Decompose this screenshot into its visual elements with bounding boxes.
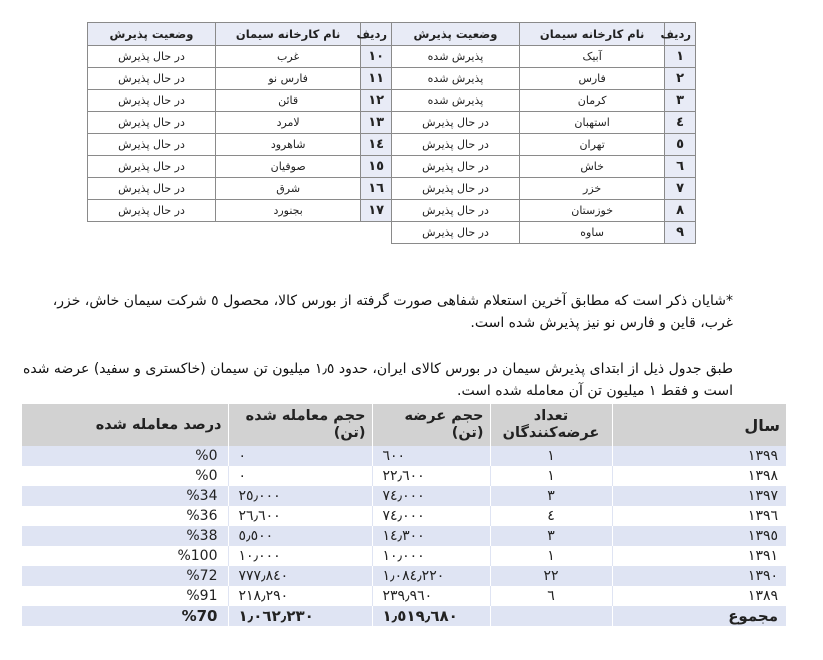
year-cell: ۱۳۹۹ [612,446,786,466]
table-row [22,506,786,526]
percent-cell: %0 [22,466,228,486]
factory-name: فارس نو [215,68,360,90]
header-offered-volume: حجم عرضه (تن) [372,404,490,446]
empty-cell [215,222,360,244]
status-cell: در حال پذیرش [88,90,216,112]
traded-cell: ۲۱۸٫۲۹۰ [228,586,372,606]
year-cell: ۱۳۹٦ [612,506,786,526]
table-row [22,566,786,586]
status-cell: در حال پذیرش [88,68,216,90]
suppliers-cell: ٦ [490,586,612,606]
total-label: مجموع [612,606,786,626]
traded-cell: ۰ [228,446,372,466]
table-row [88,200,696,222]
factory-name: ساوه [519,222,664,244]
traded-cell: ۱۰٫۰۰۰ [228,546,372,566]
traded-cell: ۲٦٫٦۰۰ [228,506,372,526]
row-number: ۱۷ [361,200,392,222]
suppliers-cell: ٤ [490,506,612,526]
suppliers-cell: ۳ [490,526,612,546]
total-traded-cell: ۱٫۰٦۲٫۲۳۰ [228,606,372,626]
factory-name: خزر [519,178,664,200]
factory-name: خاش [519,156,664,178]
table-row [88,112,696,134]
suppliers-cell: ۱ [490,446,612,466]
header-factory-name: نام کارخانه سیمان [215,23,360,46]
status-cell: در حال پذیرش [392,222,520,244]
total-offered-cell: ۱٫٥۱۹٫٦۸۰ [372,606,490,626]
offered-cell: ۱٫۰۸٤٫۲۲۰ [372,566,490,586]
row-number: ٥ [665,134,696,156]
offered-cell: ۷٤٫۰۰۰ [372,486,490,506]
factory-name: آبیک [519,46,664,68]
empty-cell [361,222,392,244]
offered-cell: ۷٤٫۰۰۰ [372,506,490,526]
offered-cell: ٦۰۰ [372,446,490,466]
status-cell: در حال پذیرش [88,46,216,68]
factory-name: قائن [215,90,360,112]
suppliers-cell: ۱ [490,466,612,486]
offered-cell: ۲۳۹٫۹٦۰ [372,586,490,606]
status-cell: در حال پذیرش [88,178,216,200]
header-status: وضعیت پذیرش [88,23,216,46]
factory-name: استهبان [519,112,664,134]
status-cell: پذیرش شده [392,90,520,112]
total-percent-cell: %70 [22,606,228,626]
acceptance-header-row [88,23,696,46]
traded-cell: ۰ [228,466,372,486]
cement-acceptance-table [87,22,696,244]
percent-cell: %38 [22,526,228,546]
row-number: ٦ [665,156,696,178]
factory-name: صوفیان [215,156,360,178]
percent-cell: %100 [22,546,228,566]
offered-cell: ۱۰٫۰۰۰ [372,546,490,566]
header-year: سال [612,404,786,446]
row-number: ۷ [665,178,696,200]
status-cell: در حال پذیرش [392,178,520,200]
status-cell: در حال پذیرش [392,112,520,134]
status-cell: در حال پذیرش [88,200,216,222]
year-cell: ۱۳۹۱ [612,546,786,566]
traded-cell: ٥٫٥۰۰ [228,526,372,546]
status-cell: در حال پذیرش [392,134,520,156]
header-traded-percent: درصد معامله شده [22,404,228,446]
table-row [22,546,786,566]
empty-cell [88,222,216,244]
stats-header-row [22,404,786,446]
row-number: ١٦ [361,178,392,200]
year-cell: ۱۳۹۷ [612,486,786,506]
header-row-no: ردیف [361,23,392,46]
table-row [22,466,786,486]
header-suppliers: تعداد عرضه‌کنندگان [490,404,612,446]
row-number: ٤ [665,112,696,134]
factory-name: غرب [215,46,360,68]
percent-cell: %36 [22,506,228,526]
cement-exchange-stats-table [22,404,786,626]
year-cell: ۱۳۹۸ [612,466,786,486]
row-number: ۱۰ [361,46,392,68]
table-row [22,586,786,606]
table-row [22,486,786,506]
row-number: ١٤ [361,134,392,156]
header-status: وضعیت پذیرش [392,23,520,46]
percent-cell: %0 [22,446,228,466]
factory-name: کرمان [519,90,664,112]
status-cell: پذیرش شده [392,68,520,90]
table-row [88,222,696,244]
suppliers-cell: ۱ [490,546,612,566]
header-traded-volume: حجم معامله شده (تن) [228,404,372,446]
row-number: ۳ [665,90,696,112]
table-row [88,46,696,68]
row-number: ۱ [665,46,696,68]
table-row [88,134,696,156]
status-cell: در حال پذیرش [392,156,520,178]
factory-name: شاهرود [215,134,360,156]
factory-name: فارس [519,68,664,90]
status-cell: در حال پذیرش [392,200,520,222]
row-number: ١٥ [361,156,392,178]
table-row [22,446,786,466]
table-row [22,526,786,546]
status-cell: در حال پذیرش [88,112,216,134]
offered-cell: ١٤٫۳۰۰ [372,526,490,546]
status-cell: پذیرش شده [392,46,520,68]
percent-cell: %34 [22,486,228,506]
table-row [88,68,696,90]
row-number: ۹ [665,222,696,244]
row-number: ۱۱ [361,68,392,90]
table-row [88,156,696,178]
percent-cell: %72 [22,566,228,586]
row-number: ۲ [665,68,696,90]
note-paragraph-accepted-companies: *شایان ذکر است که مطابق آخرین استعلام شفاهی صورت گرفته از بورس کالا، محصول ٥ شرکت سیمان خاش، خزر، غرب، قاین و فارس نو نیز پذیرش شده است. [52,293,733,331]
factory-name: شرق [215,178,360,200]
offered-cell: ۲۲٫٦۰۰ [372,466,490,486]
factory-name: بجنورد [215,200,360,222]
year-cell: ۱۳۹٥ [612,526,786,546]
table-row [88,90,696,112]
header-factory-name: نام کارخانه سیمان [519,23,664,46]
traded-cell: ۲٥٫۰۰۰ [228,486,372,506]
suppliers-cell: ۲۲ [490,566,612,586]
factory-name: خوزستان [519,200,664,222]
table-row [88,178,696,200]
year-cell: ۱۳۹۰ [612,566,786,586]
total-suppliers-cell [490,606,612,626]
row-number: ۱۳ [361,112,392,134]
factory-name: تهران [519,134,664,156]
row-number: ۱۲ [361,90,392,112]
status-cell: در حال پذیرش [88,134,216,156]
suppliers-cell: ۳ [490,486,612,506]
factory-name: لامرد [215,112,360,134]
percent-cell: %91 [22,586,228,606]
year-cell: ۱۳۸۹ [612,586,786,606]
status-cell: در حال پذیرش [88,156,216,178]
traded-cell: ۷۷۷٫۸٤۰ [228,566,372,586]
note-paragraph-offered-volume: طبق جدول ذیل از ابتدای پذیرش سیمان در بورس کالای ایران، حدود ۱٫٥ میلیون تن سیمان (خاکستری و سفید) عرضه شده است و فقط ۱ میلیون تن آن معامله شده است. [23,361,733,399]
total-row [22,606,786,626]
row-number: ۸ [665,200,696,222]
header-row-no: ردیف [665,23,696,46]
